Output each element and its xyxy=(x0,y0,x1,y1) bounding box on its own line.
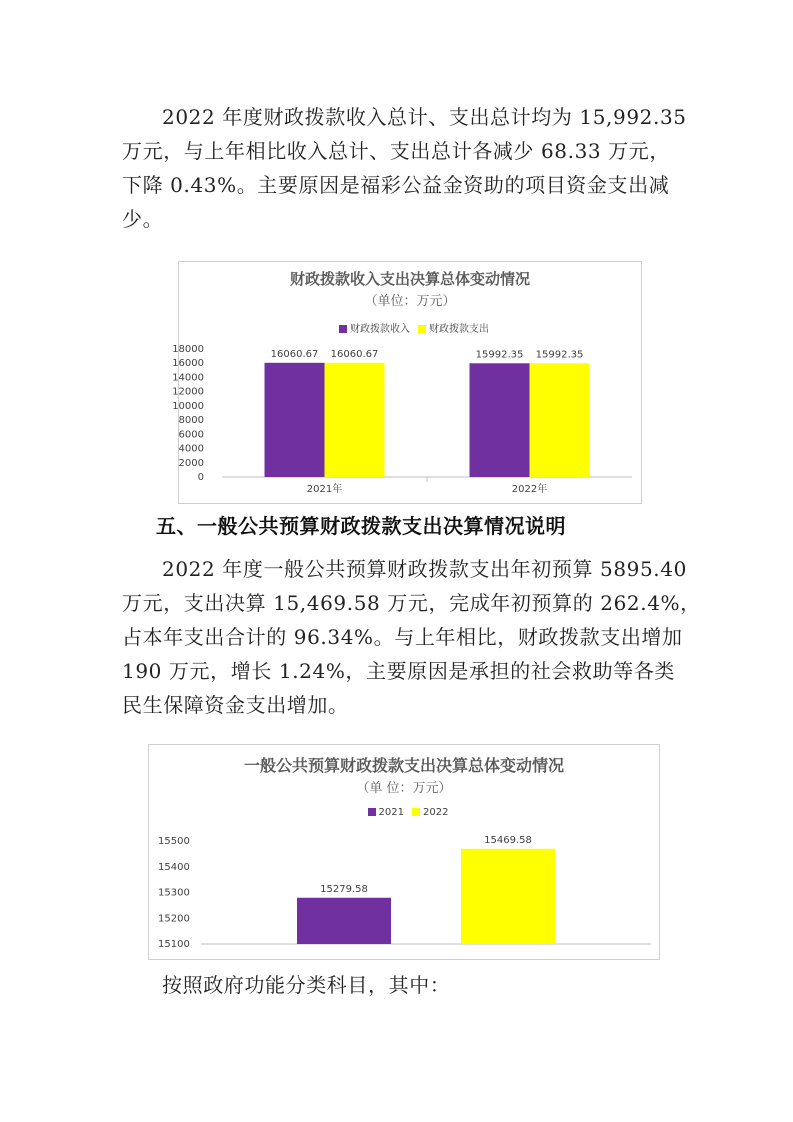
y-tick-label: 15300 xyxy=(158,887,190,899)
y-tick-label: 4000 xyxy=(178,443,204,455)
y-tick-label: 18000 xyxy=(172,344,204,355)
data-label: 16060.67 xyxy=(270,348,319,360)
chart-subtitle: （单 位：万元） xyxy=(356,781,452,796)
y-tick-label: 0 xyxy=(197,472,204,483)
data-label: 15279.58 xyxy=(320,883,368,895)
bar xyxy=(470,363,530,477)
legend-label: 财政拨款支出 xyxy=(429,324,489,335)
bar-chart-plot xyxy=(149,745,659,959)
data-label: 15469.58 xyxy=(484,834,532,846)
paragraph-function-class xyxy=(162,968,722,1002)
y-tick-label: 15500 xyxy=(158,836,190,847)
bar-chart-plot xyxy=(172,262,641,503)
x-tick-label: 2021年 xyxy=(306,484,343,495)
y-tick-label: 16000 xyxy=(172,358,204,370)
paragraph-line: 少。 xyxy=(122,207,164,231)
legend-label: 财政拨款收入 xyxy=(350,324,410,335)
y-tick-label: 6000 xyxy=(178,429,204,441)
chart-income-expense xyxy=(172,261,642,504)
y-tick-label: 15200 xyxy=(158,913,190,925)
paragraph-line: 2022 年度一般公共预算财政拨款支出年初预算 5895.40 xyxy=(162,557,687,581)
y-tick-label: 12000 xyxy=(172,386,204,398)
chart-public-budget-expense xyxy=(148,744,660,960)
bar xyxy=(297,898,391,944)
chart-subtitle: （单位：万元） xyxy=(364,294,456,309)
section-heading: 五、一般公共预算财政拨款支出决算情况说明 xyxy=(156,514,566,538)
bar xyxy=(265,363,325,477)
paragraph-line: 2022 年度财政拨款收入总计、支出总计均为 15,992.35 xyxy=(162,105,687,129)
legend-label: 2022 xyxy=(423,807,449,818)
paragraph-line: 民生保障资金支出增加。 xyxy=(122,693,349,717)
paragraph-line: 万元，与上年相比收入总计、支出总计各减少 68.33 万元， xyxy=(122,139,670,163)
paragraph-line: 万元，支出决算 15,469.58 万元，完成年初预算的 262.4%， xyxy=(122,591,701,615)
paragraph-line: 下降 0.43%。主要原因是福彩公益金资助的项目资金支出减 xyxy=(122,173,670,197)
y-tick-label: 14000 xyxy=(172,372,204,384)
y-tick-label: 2000 xyxy=(178,457,204,469)
y-tick-label: 15100 xyxy=(158,939,190,950)
bar xyxy=(461,849,555,944)
bar xyxy=(530,363,590,477)
paragraph-public-budget xyxy=(122,552,701,722)
data-label: 15992.35 xyxy=(475,349,524,361)
paragraph-fiscal-total xyxy=(122,100,687,236)
chart-title: 财政拨款收入支出决算总体变动情况 xyxy=(289,270,530,288)
data-label: 15992.35 xyxy=(535,349,584,361)
bar xyxy=(325,363,385,477)
legend-label: 2021 xyxy=(378,807,404,818)
data-label: 16060.67 xyxy=(330,348,379,360)
paragraph-line: 190 万元，增长 1.24%，主要原因是承担的社会救助等各类 xyxy=(122,659,676,683)
y-tick-label: 8000 xyxy=(178,415,204,427)
paragraph-line: 按照政府功能分类科目，其中： xyxy=(162,973,451,997)
x-tick-label: 2022年 xyxy=(511,484,548,495)
chart-title: 一般公共预算财政拨款支出决算总体变动情况 xyxy=(243,756,564,775)
y-tick-label: 15400 xyxy=(158,861,190,873)
y-tick-label: 10000 xyxy=(172,400,204,412)
paragraph-line: 占本年支出合计的 96.34%。与上年相比，财政拨款支出增加 xyxy=(122,625,683,649)
